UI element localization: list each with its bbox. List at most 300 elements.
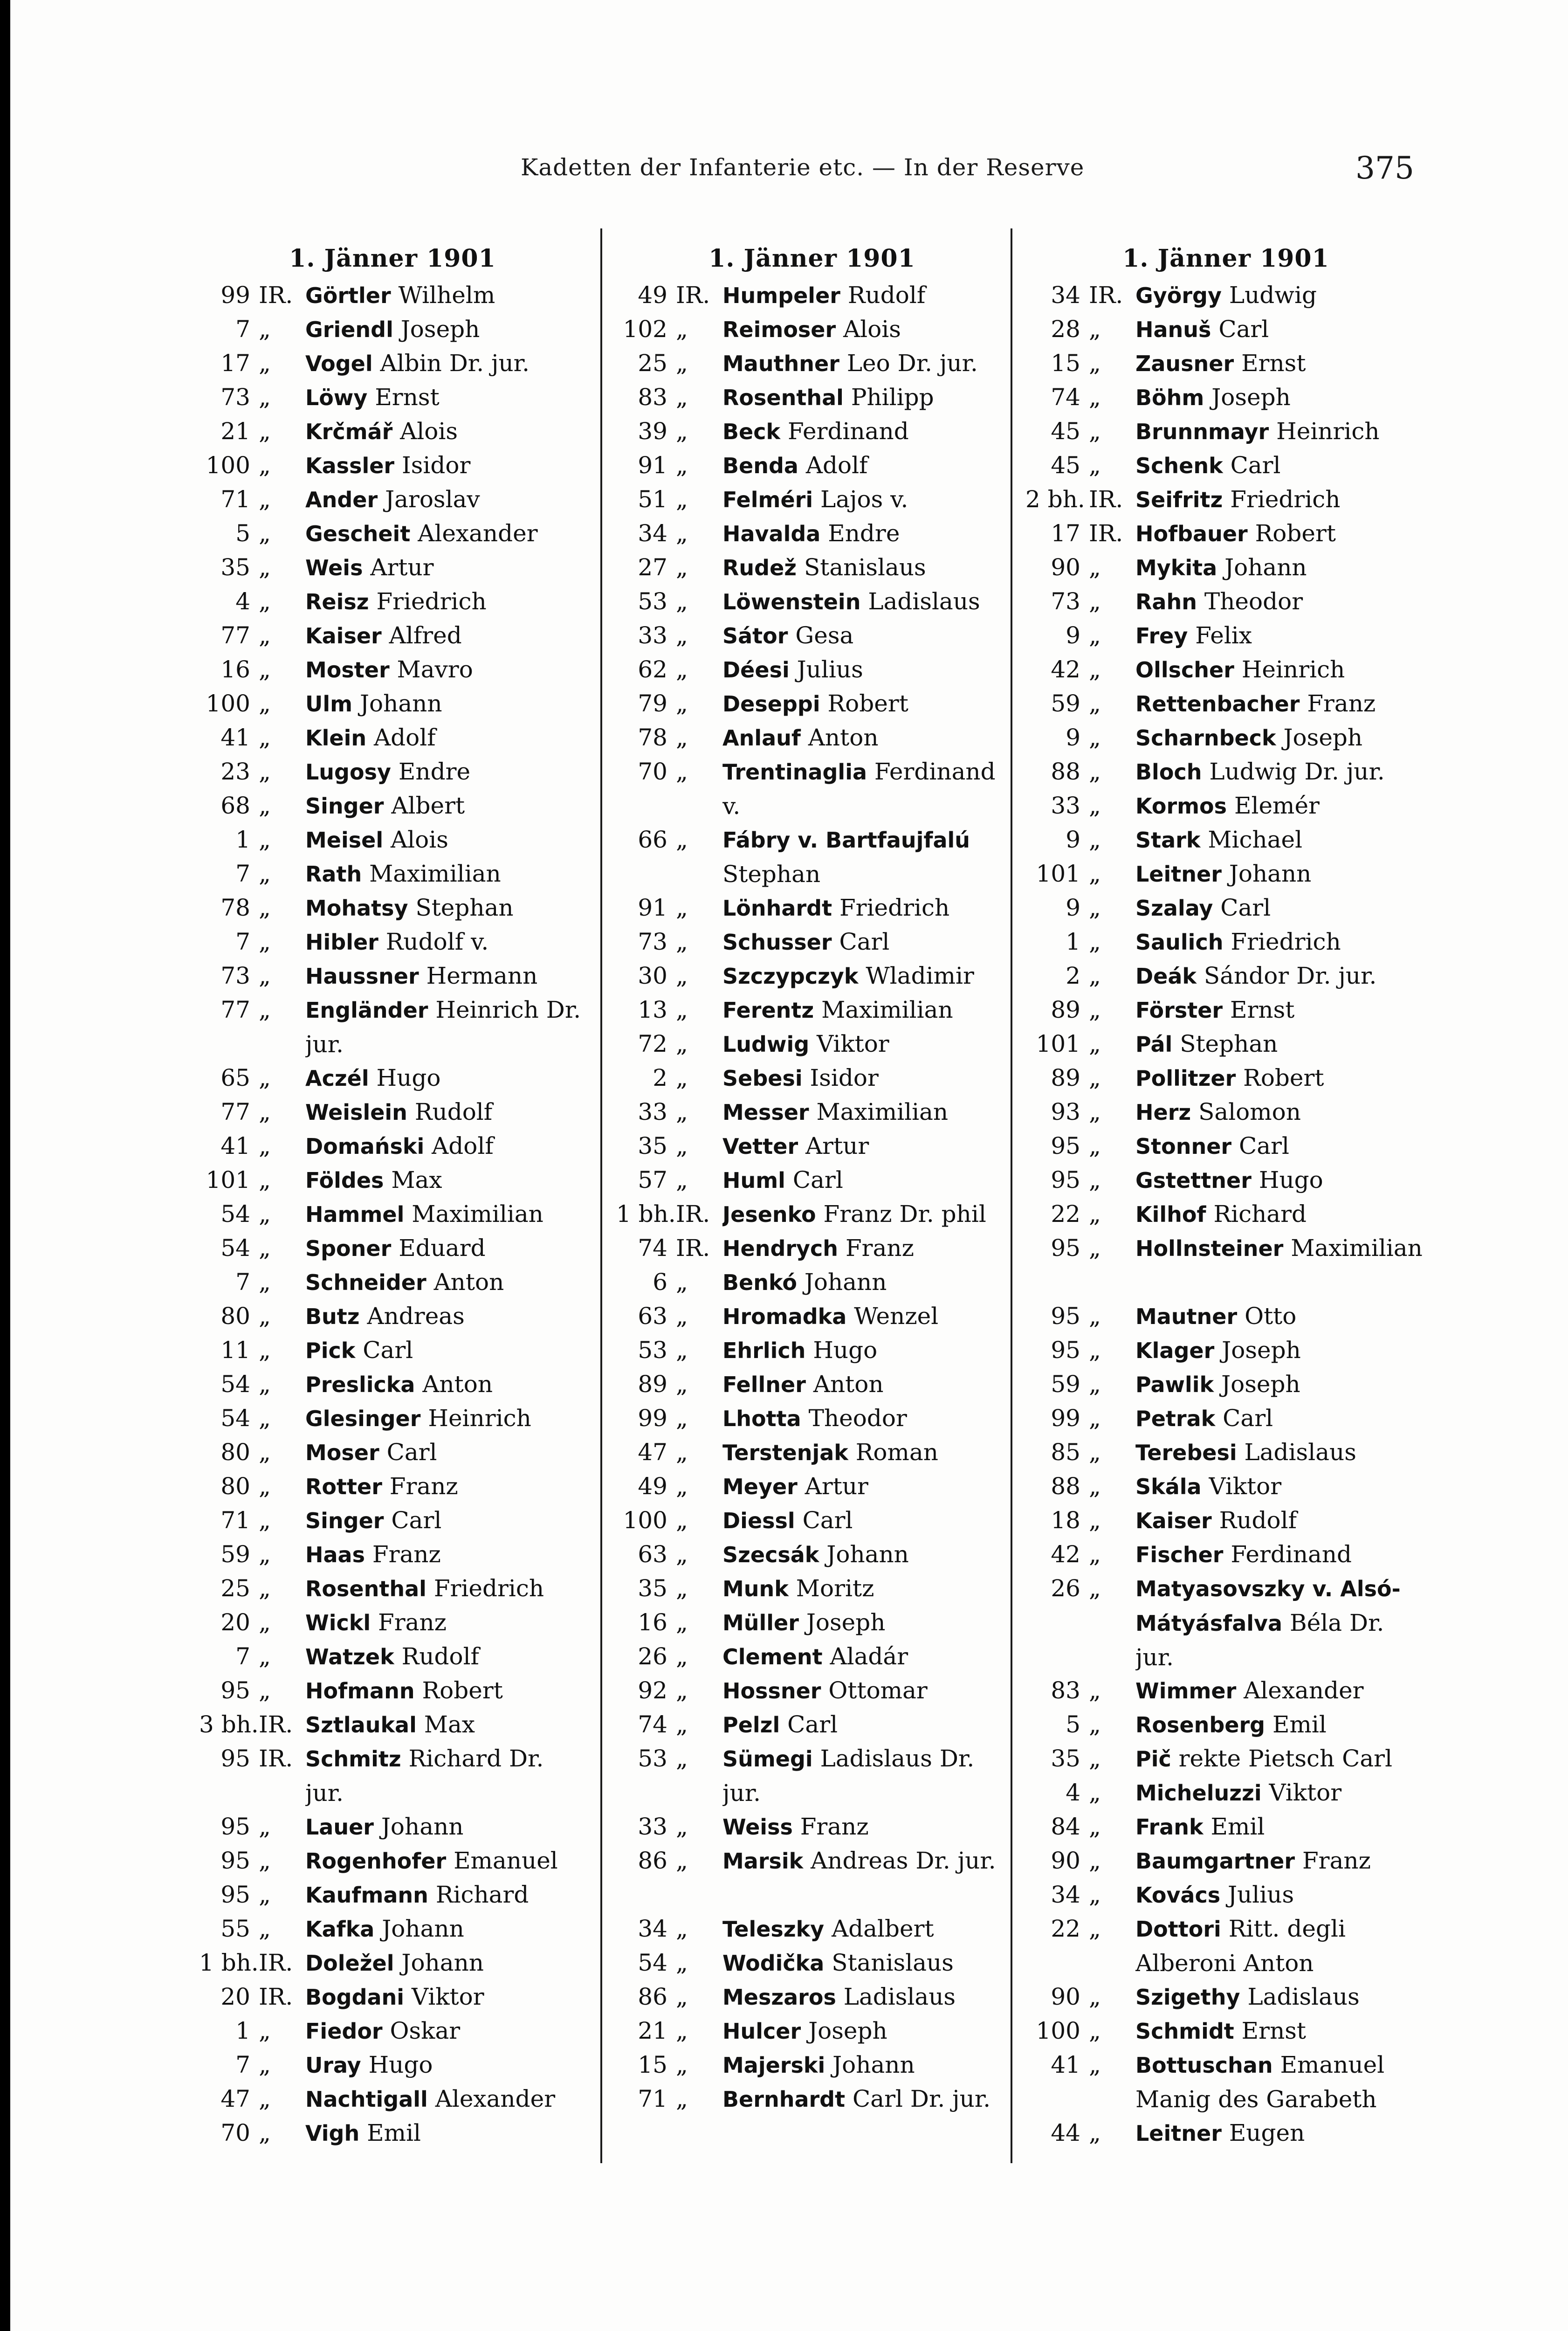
person-name — [1135, 1810, 1426, 1844]
regiment-number: 95 — [1051, 1337, 1080, 1364]
roster-entry — [199, 721, 586, 755]
roster-entry — [1025, 925, 1426, 959]
given-names: Viktor — [411, 1983, 484, 2010]
given-names: Hugo — [1259, 1166, 1323, 1193]
person-name — [305, 1469, 586, 1503]
unit-abbrev: „ — [1089, 1983, 1101, 2010]
given-names: Maximilian — [412, 1200, 543, 1228]
surname: Marsik — [722, 1848, 804, 1874]
given-names: Friedrich — [376, 588, 487, 615]
surname: Clement — [722, 1644, 823, 1669]
given-names: Alfred — [389, 622, 462, 649]
person-name — [1135, 2116, 1426, 2150]
roster-entry — [199, 2082, 586, 2116]
regiment-number: 5 — [235, 520, 250, 547]
roster-entry — [616, 1265, 1008, 1299]
surname: Benda — [722, 453, 798, 478]
roster-entry — [199, 1061, 586, 1095]
person-name — [1135, 721, 1426, 755]
unit-abbrev: „ — [676, 384, 688, 411]
regiment-number: 101 — [1036, 1030, 1080, 1057]
regiment-number: 73 — [638, 928, 667, 955]
roster-entry — [1025, 2116, 1426, 2150]
unit-abbrev: „ — [676, 996, 688, 1023]
person-name — [722, 1503, 1008, 1538]
given-names: Heinrich — [428, 1405, 531, 1432]
given-names: Johann — [832, 2051, 915, 2078]
given-names: Franz — [845, 1234, 914, 1262]
roster-entry — [199, 2048, 586, 2082]
roster-entry — [616, 925, 1008, 959]
regiment-number: 73 — [1051, 588, 1080, 615]
person-name — [305, 551, 586, 585]
unit-abbrev: „ — [1089, 554, 1101, 581]
person-name — [305, 448, 586, 483]
roster-entry — [1025, 1912, 1426, 1980]
unit-abbrev: „ — [259, 1337, 271, 1364]
surname: Messer — [722, 1100, 809, 1125]
given-names: Carl — [1230, 452, 1281, 479]
roster-entry — [616, 448, 1008, 483]
regiment-number: 34 — [1051, 282, 1080, 309]
unit-abbrev: „ — [1089, 588, 1101, 615]
person-name — [722, 721, 1008, 755]
surname: Ulm — [305, 691, 353, 717]
roster-entry — [616, 278, 1008, 312]
roster-entry — [1025, 653, 1426, 687]
roster-entry — [1025, 1061, 1426, 1095]
person-name — [722, 653, 1008, 687]
surname: Singer — [305, 1508, 384, 1533]
column-divider — [1011, 228, 1012, 2163]
given-names: Adolf — [432, 1132, 494, 1159]
unit-abbrev: „ — [1089, 860, 1101, 887]
surname: Meyer — [722, 1474, 798, 1499]
unit-abbrev: „ — [1089, 418, 1101, 445]
person-name — [1135, 857, 1426, 891]
regiment-number: 89 — [1051, 996, 1080, 1023]
given-names: Alois — [391, 826, 448, 853]
regiment-number: 90 — [1051, 554, 1080, 581]
surname: Weis — [305, 555, 363, 580]
given-names: Theodor — [1204, 588, 1303, 615]
person-name — [305, 1674, 586, 1708]
surname: Szecsák — [722, 1542, 819, 1567]
person-name — [305, 517, 586, 551]
person-name — [722, 1333, 1008, 1367]
regiment-number: 59 — [220, 1541, 250, 1568]
given-names: Eduard — [399, 1234, 486, 1262]
unit-abbrev: „ — [1089, 996, 1101, 1023]
person-name — [1135, 925, 1426, 959]
regiment-number: 78 — [220, 894, 250, 921]
roster-entry — [1025, 1333, 1426, 1367]
roster-entry — [199, 517, 586, 551]
regiment-number: 102 — [623, 316, 667, 343]
unit-abbrev: „ — [676, 690, 688, 717]
roster-entry — [199, 789, 586, 823]
surname: Rosenthal — [722, 385, 844, 410]
given-names: Carl — [386, 1439, 437, 1466]
person-name — [305, 1435, 586, 1469]
unit-abbrev: „ — [1089, 2051, 1101, 2078]
surname: Deseppi — [722, 691, 820, 717]
roster-entry — [616, 1401, 1008, 1435]
regiment-number: 11 — [220, 1337, 250, 1364]
regiment-number: 45 — [1051, 418, 1080, 445]
roster-entry — [199, 687, 586, 721]
person-name — [305, 585, 586, 619]
surname: Szalay — [1135, 896, 1213, 921]
surname: Görtler — [305, 283, 391, 308]
regiment-number: 2 bh. — [1025, 486, 1085, 513]
roster-entry — [199, 312, 586, 346]
surname: Kafka — [305, 1917, 375, 1942]
roster-entry — [199, 823, 586, 857]
surname: Fábry v. Bartfaujfalú — [722, 828, 970, 853]
unit-abbrev: „ — [259, 962, 271, 989]
surname: Leitner — [1135, 862, 1222, 887]
unit-abbrev: „ — [676, 2017, 688, 2044]
regiment-number: 49 — [638, 1473, 667, 1500]
surname: Zausner — [1135, 351, 1234, 376]
unit-abbrev: IR. — [1089, 520, 1123, 547]
given-names: Carl — [1239, 1132, 1289, 1159]
roster-entry — [1025, 448, 1426, 483]
unit-abbrev: „ — [1089, 1847, 1101, 1874]
roster-entry — [1025, 789, 1426, 823]
unit-abbrev: „ — [676, 1030, 688, 1057]
roster-entry — [199, 993, 586, 1061]
unit-abbrev: „ — [259, 1269, 271, 1296]
regiment-number: 101 — [1036, 860, 1080, 887]
person-name — [305, 1095, 586, 1129]
person-name — [305, 2048, 586, 2082]
person-name — [305, 1912, 586, 1946]
regiment-number: 7 — [235, 860, 250, 887]
given-names: Ferdinand v. — [722, 758, 996, 820]
person-name — [1135, 278, 1426, 312]
surname: Hulcer — [722, 2019, 801, 2044]
surname: Vigh — [305, 2121, 360, 2146]
regiment-number: 33 — [638, 1098, 667, 1125]
surname: Pič — [1135, 1746, 1171, 1772]
regiment-number: 74 — [638, 1711, 667, 1738]
person-name — [305, 2014, 586, 2048]
entry-list — [199, 278, 586, 2150]
surname: Ludwig — [722, 1032, 810, 1057]
given-names: Carl — [1220, 894, 1271, 921]
regiment-number: 21 — [638, 2017, 667, 2044]
surname: Herz — [1135, 1100, 1191, 1125]
unit-abbrev: IR. — [676, 282, 710, 309]
person-name — [1135, 585, 1426, 619]
person-name — [305, 1265, 586, 1299]
unit-abbrev: „ — [259, 316, 271, 343]
surname: Gescheit — [305, 521, 411, 546]
surname: Rudež — [722, 555, 797, 580]
surname: Rettenbacher — [1135, 691, 1300, 717]
surname: Földes — [305, 1168, 384, 1193]
unit-abbrev: „ — [676, 316, 688, 343]
given-names: Ferdinand — [1231, 1541, 1352, 1568]
unit-abbrev: „ — [259, 1303, 271, 1330]
roster-entry — [1025, 312, 1426, 346]
person-name — [1135, 687, 1426, 721]
regiment-number: 33 — [1051, 792, 1080, 819]
person-name — [722, 1367, 1008, 1401]
entry-list — [616, 278, 1008, 2150]
regiment-number: 95 — [220, 1881, 250, 1908]
roster-entry — [1025, 278, 1426, 312]
person-name — [722, 1674, 1008, 1708]
roster-entry — [199, 1367, 586, 1401]
unit-abbrev: „ — [1089, 1881, 1101, 1908]
column-divider — [600, 228, 602, 2163]
unit-abbrev: „ — [1089, 1064, 1101, 1091]
unit-abbrev: „ — [259, 1813, 271, 1840]
given-names: Carl — [391, 1507, 442, 1534]
surname: Wodička — [722, 1951, 825, 1976]
surname: György — [1135, 283, 1222, 308]
regiment-number: 9 — [1066, 826, 1080, 853]
person-name — [305, 653, 586, 687]
surname: Sümegi — [722, 1746, 813, 1772]
regiment-number: 20 — [220, 1609, 250, 1636]
column-heading: 1. Jänner 1901 — [708, 244, 915, 273]
surname: Moster — [305, 657, 390, 683]
regiment-number: 53 — [638, 1745, 667, 1772]
roster-entry — [616, 1640, 1008, 1674]
person-name — [1135, 2048, 1426, 2116]
regiment-number: 30 — [638, 962, 667, 989]
roster-entry — [1025, 959, 1426, 993]
unit-abbrev: „ — [259, 1473, 271, 1500]
given-names: Richard — [435, 1881, 529, 1908]
given-names: Carl — [1223, 1405, 1273, 1432]
unit-abbrev: „ — [676, 1677, 688, 1704]
unit-abbrev: „ — [1089, 1303, 1101, 1330]
person-name — [305, 1878, 586, 1912]
regiment-number: 47 — [220, 2085, 250, 2112]
roster-entry — [1025, 1027, 1426, 1061]
given-names: Maximilian — [821, 996, 953, 1023]
roster-entry — [616, 483, 1008, 517]
unit-abbrev: „ — [259, 554, 271, 581]
person-name — [722, 2048, 1008, 2082]
surname: Sztlaukal — [305, 1712, 417, 1738]
unit-abbrev: „ — [259, 1166, 271, 1193]
unit-abbrev: IR. — [1089, 486, 1123, 513]
roster-entry — [1025, 346, 1426, 380]
person-name — [305, 993, 586, 1061]
given-names: Franz — [372, 1541, 441, 1568]
roster-entry — [616, 1027, 1008, 1061]
roster-entry — [199, 1265, 586, 1299]
person-name — [722, 1946, 1008, 1980]
roster-entry — [199, 1980, 586, 2014]
person-name — [305, 2082, 586, 2116]
person-name — [305, 1231, 586, 1265]
regiment-number: 35 — [638, 1132, 667, 1159]
surname: Pollitzer — [1135, 1066, 1236, 1091]
person-name — [722, 823, 1008, 891]
given-names: Moritz — [796, 1575, 874, 1602]
given-names: Heinrich — [1241, 656, 1345, 683]
given-names: Johann — [401, 1949, 484, 1976]
person-name — [722, 1061, 1008, 1095]
given-names: Joseph — [400, 316, 480, 343]
given-names: Roman — [855, 1439, 938, 1466]
unit-abbrev: „ — [676, 1575, 688, 1602]
regiment-number: 22 — [1051, 1200, 1080, 1228]
person-name — [1135, 755, 1426, 789]
roster-entry — [199, 959, 586, 993]
roster-entry — [1025, 1129, 1426, 1163]
surname: Déesi — [722, 657, 790, 683]
unit-abbrev: „ — [1089, 1337, 1101, 1364]
regiment-number: 86 — [638, 1847, 667, 1874]
unit-abbrev: „ — [676, 758, 688, 785]
regiment-number: 101 — [206, 1166, 250, 1193]
regiment-number: 68 — [220, 792, 250, 819]
surname: Müller — [722, 1610, 799, 1635]
regiment-number: 9 — [1066, 724, 1080, 751]
regiment-number: 54 — [638, 1949, 667, 1976]
unit-abbrev: „ — [1089, 1677, 1101, 1704]
given-names: Ludwig Dr. jur. — [1209, 758, 1385, 785]
roster-entry — [1025, 1469, 1426, 1503]
person-name — [722, 1469, 1008, 1503]
regiment-number: 95 — [1051, 1234, 1080, 1262]
unit-abbrev: „ — [259, 996, 271, 1023]
unit-abbrev: „ — [259, 1915, 271, 1942]
roster-entry — [1025, 1197, 1426, 1231]
given-names: Ladislaus — [1244, 1439, 1356, 1466]
surname: Haussner — [305, 964, 419, 989]
regiment-number: 33 — [638, 1813, 667, 1840]
person-name — [305, 1538, 586, 1572]
unit-abbrev: „ — [676, 1064, 688, 1091]
person-name — [305, 721, 586, 755]
roster-entry — [616, 1231, 1008, 1265]
unit-abbrev: IR. — [1089, 282, 1123, 309]
given-names: Johann — [1229, 860, 1312, 887]
roster-entry — [199, 448, 586, 483]
person-name — [722, 1912, 1008, 1946]
given-names: Salomon — [1198, 1098, 1301, 1125]
regiment-number: 16 — [638, 1609, 667, 1636]
unit-abbrev: „ — [1089, 962, 1101, 989]
roster-entry — [199, 1469, 586, 1503]
unit-abbrev: IR. — [259, 1983, 293, 2010]
surname: Jesenko — [722, 1202, 816, 1227]
roster-entry — [616, 585, 1008, 619]
given-names: Rudolf — [1219, 1507, 1297, 1534]
unit-abbrev: „ — [259, 2051, 271, 2078]
given-names: Anton — [422, 1371, 493, 1398]
regiment-number: 33 — [638, 622, 667, 649]
regiment-number: 95 — [220, 1677, 250, 1704]
unit-abbrev: „ — [1089, 1575, 1101, 1602]
given-names: Alexander — [418, 520, 538, 547]
person-name — [1135, 1163, 1426, 1197]
person-name — [722, 414, 1008, 448]
roster-entry — [1025, 517, 1426, 551]
surname: Butz — [305, 1304, 360, 1329]
unit-abbrev: „ — [259, 758, 271, 785]
roster-entry — [199, 2014, 586, 2048]
roster-entry — [1025, 1538, 1426, 1572]
roster-entry — [616, 1674, 1008, 1708]
person-name — [1135, 1435, 1426, 1469]
unit-abbrev: „ — [1089, 1711, 1101, 1738]
person-name — [305, 2116, 586, 2150]
surname: Bottuschan — [1135, 2053, 1273, 2078]
roster-entry — [616, 1572, 1008, 1606]
regiment-number: 95 — [1051, 1132, 1080, 1159]
given-names: Béla Dr. jur. — [1135, 1609, 1384, 1671]
unit-abbrev: „ — [1089, 1541, 1101, 1568]
given-names: Ernst — [375, 384, 440, 411]
roster-entry — [1025, 619, 1426, 653]
regiment-number: 41 — [220, 724, 250, 751]
unit-abbrev: „ — [1089, 1098, 1101, 1125]
regiment-number: 42 — [1051, 1541, 1080, 1568]
roster-entry — [199, 380, 586, 414]
roster-entry — [616, 755, 1008, 823]
column-1 — [199, 245, 586, 2331]
surname: Gstettner — [1135, 1168, 1252, 1193]
roster-entry — [1025, 380, 1426, 414]
roster-entry — [1025, 551, 1426, 585]
given-names: Friedrich — [839, 894, 950, 921]
person-name — [305, 925, 586, 959]
roster-entry — [1025, 2014, 1426, 2048]
unit-abbrev: „ — [676, 962, 688, 989]
unit-abbrev: „ — [259, 1132, 271, 1159]
unit-abbrev: „ — [676, 2051, 688, 2078]
page-number: 375 — [1355, 150, 1414, 186]
given-names: Robert — [1243, 1064, 1324, 1091]
unit-abbrev: „ — [1089, 690, 1101, 717]
unit-abbrev: „ — [676, 1745, 688, 1772]
given-names: Wilhelm — [398, 282, 495, 309]
roster-entry — [616, 993, 1008, 1027]
unit-abbrev: „ — [676, 588, 688, 615]
given-names: Carl — [363, 1337, 413, 1364]
surname: Hendrych — [722, 1236, 839, 1261]
unit-abbrev: „ — [676, 1132, 688, 1159]
regiment-number: 66 — [638, 826, 667, 853]
surname: Kovács — [1135, 1883, 1221, 1908]
regiment-number: 4 — [235, 588, 250, 615]
given-names: Ladislaus — [1247, 1983, 1360, 2010]
given-names: Ernst — [1241, 2017, 1307, 2044]
surname: Hanuš — [1135, 317, 1211, 342]
surname: Stonner — [1135, 1134, 1232, 1159]
regiment-number: 51 — [638, 486, 667, 513]
given-names: Mavro — [397, 656, 473, 683]
surname: Hofbauer — [1135, 521, 1248, 546]
surname: Rosenthal — [305, 1576, 426, 1601]
regiment-number: 78 — [638, 724, 667, 751]
regiment-number: 70 — [220, 2119, 250, 2146]
given-names: Carl — [787, 1711, 838, 1738]
given-names: Stanislaus — [832, 1949, 954, 1976]
given-names: Adolf — [805, 452, 868, 479]
surname: Havalda — [722, 521, 821, 546]
